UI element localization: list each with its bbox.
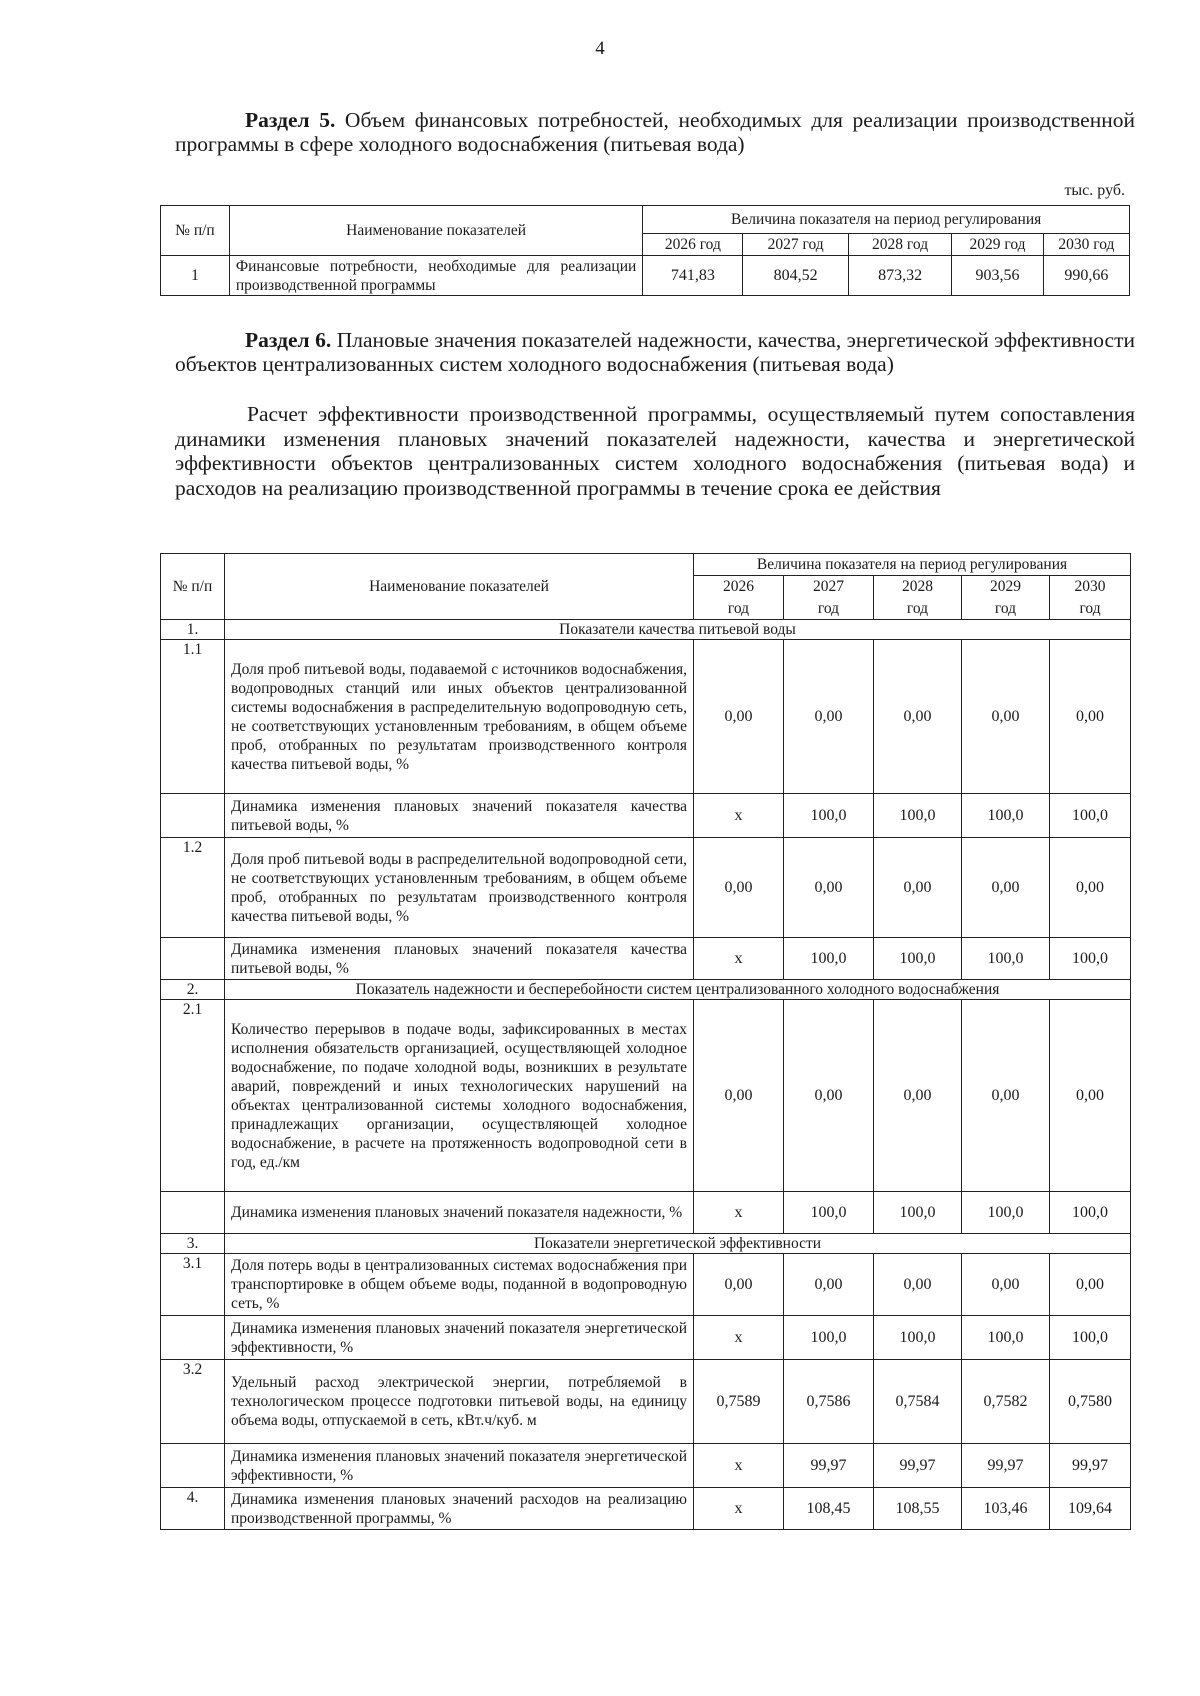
- header-year: 2028: [874, 576, 962, 598]
- row-name: Динамика изменения плановых значений расходов на реализацию производственной программы, %: [225, 1488, 694, 1530]
- row-value: 0,00: [962, 1254, 1050, 1316]
- row-value: 100,0: [874, 1192, 962, 1234]
- table-row: [161, 1254, 1131, 1316]
- row-value: 0,00: [874, 1254, 962, 1316]
- row-num: [161, 794, 225, 838]
- header-year: 2030: [1050, 576, 1131, 598]
- row-num: 4.: [161, 1488, 225, 1530]
- header-name: Наименование показателей: [229, 206, 642, 256]
- financial-needs-table: [160, 205, 1130, 296]
- row-value: х: [694, 1192, 784, 1234]
- row-name: Динамика изменения плановых значений показателя энергетической эффективности, %: [225, 1316, 694, 1360]
- row-name: Финансовые потребности, необходимые для реализации производственной программы: [229, 256, 642, 296]
- row-value: 99,97: [784, 1444, 874, 1488]
- row-value: 0,7589: [694, 1360, 784, 1444]
- group-num: 1.: [161, 620, 225, 640]
- header-period: Величина показателя на период регулирования: [643, 206, 1130, 234]
- row-value: 0,00: [1050, 1254, 1131, 1316]
- row-name: Динамика изменения плановых значений показателя надежности, %: [225, 1192, 694, 1234]
- row-value: 0,00: [694, 1254, 784, 1316]
- header-year-unit: год: [694, 598, 784, 620]
- row-name: Динамика изменения плановых значений показателя качества питьевой воды, %: [225, 794, 694, 838]
- header-year-unit: год: [1050, 598, 1131, 620]
- row-value: 0,7584: [874, 1360, 962, 1444]
- section6-paragraph: Расчет эффективности производственной программы, осуществляемый путем сопоставления динамики изменения плановых значений показателей надежности, качества и энергетической эффективности объектов централизованных систем холодного водоснабжения (питьевая вода) и расходов на реализацию производственной программы в течение срока ее действия: [175, 402, 1135, 500]
- header-year: 2026: [694, 576, 784, 598]
- units-label: тыс. руб.: [1064, 182, 1125, 199]
- row-num: [161, 1192, 225, 1234]
- row-value: 100,0: [1050, 1316, 1131, 1360]
- page-number: 4: [595, 38, 605, 59]
- row-value: х: [694, 794, 784, 838]
- row-value: 100,0: [1050, 938, 1131, 980]
- row-value: 99,97: [962, 1444, 1050, 1488]
- row-value: 0,00: [1050, 838, 1131, 938]
- row-name: Количество перерывов в подаче воды, зафиксированных в местах исполнения обязательств организацией, осуществляющей холодное водоснабжение, по подаче холодной воды, возникших в результате аварий, повреждений и иных технологических нарушений на объектах централизованной системы холодного водоснабжения, принадлежащих организации, осуществляющей холодное водоснабжение, в расчете на протяженность водопроводной сети в год, ед./км: [225, 1000, 694, 1192]
- row-value: 108,45: [784, 1488, 874, 1530]
- table-row: [161, 1360, 1131, 1444]
- row-value: 100,0: [1050, 794, 1131, 838]
- row-value: 804,52: [743, 256, 849, 296]
- row-value: х: [694, 938, 784, 980]
- group-num: 3.: [161, 1234, 225, 1254]
- row-value: 100,0: [874, 1316, 962, 1360]
- row-value: 0,00: [694, 1000, 784, 1192]
- row-value: х: [694, 1488, 784, 1530]
- row-value: 0,00: [784, 1000, 874, 1192]
- table-row: [161, 256, 1130, 296]
- row-value: 99,97: [874, 1444, 962, 1488]
- row-value: х: [694, 1316, 784, 1360]
- row-value: 0,7580: [1050, 1360, 1131, 1444]
- table-row: [161, 1316, 1131, 1360]
- header-num: № п/п: [161, 554, 225, 620]
- header-period: Величина показателя на период регулирования: [694, 554, 1131, 576]
- row-value: 0,00: [874, 640, 962, 794]
- row-name: Доля потерь воды в централизованных системах водоснабжения при транспортировке в общем объеме воды, поданной в водопроводную сеть, %: [225, 1254, 694, 1316]
- row-value: 100,0: [784, 938, 874, 980]
- row-value: 100,0: [874, 794, 962, 838]
- row-num: [161, 938, 225, 980]
- section6-title: Плановые значения показателей надежности, качества, энергетической эффективности объектов централизованных систем холодного водоснабжения (питьевая вода): [175, 328, 1136, 376]
- header-year: 2028 год: [848, 234, 951, 256]
- indicators-table: [160, 553, 1131, 1530]
- table-row: [161, 640, 1131, 794]
- row-value: 0,00: [694, 838, 784, 938]
- section6-label: Раздел 6.: [245, 328, 332, 352]
- table-row: [161, 1192, 1131, 1234]
- row-value: 99,97: [1050, 1444, 1131, 1488]
- header-year: 2027: [784, 576, 874, 598]
- header-year: 2027 год: [743, 234, 849, 256]
- row-value: 741,83: [643, 256, 743, 296]
- row-num: [161, 1444, 225, 1488]
- row-name: Динамика изменения плановых значений показателя энергетической эффективности, %: [225, 1444, 694, 1488]
- group-title: Показатели качества питьевой воды: [225, 620, 1131, 640]
- table-row: [161, 1488, 1131, 1530]
- section5-heading: [175, 108, 1135, 156]
- row-value: 0,00: [784, 1254, 874, 1316]
- row-num: 1: [161, 256, 230, 296]
- header-name: Наименование показателей: [225, 554, 694, 620]
- row-value: 990,66: [1043, 256, 1129, 296]
- row-value: 0,00: [1050, 640, 1131, 794]
- row-value: 100,0: [962, 1192, 1050, 1234]
- table-row: [161, 838, 1131, 938]
- row-value: 0,00: [694, 640, 784, 794]
- row-name: Доля проб питьевой воды в распределительной водопроводной сети, не соответствующих установленным требованиям, в общем объеме проб, отобранных по результатам производственного контроля качества питьевой воды, %: [225, 838, 694, 938]
- row-value: 0,00: [1050, 1000, 1131, 1192]
- group-row: [161, 620, 1131, 640]
- row-name: Доля проб питьевой воды, подаваемой с источников водоснабжения, водопроводных станций или иных объектов централизованной системы водоснабжения в распределительную водопроводную сеть, не соответствующих установленным требованиям, в общем объеме проб, отобранных по результатам производственного контроля качества питьевой воды, %: [225, 640, 694, 794]
- row-value: 0,00: [874, 838, 962, 938]
- group-row: [161, 1234, 1131, 1254]
- row-value: 0,00: [784, 838, 874, 938]
- row-name: Динамика изменения плановых значений показателя качества питьевой воды, %: [225, 938, 694, 980]
- header-year: 2029 год: [952, 234, 1044, 256]
- header-year-unit: год: [874, 598, 962, 620]
- row-name: Удельный расход электрической энергии, потребляемой в технологическом процессе подготовки питьевой воды, на единицу объема воды, отпускаемой в сеть, кВт.ч/куб. м: [225, 1360, 694, 1444]
- row-num: 1.1: [161, 640, 225, 794]
- row-value: 100,0: [962, 1316, 1050, 1360]
- row-value: 100,0: [874, 938, 962, 980]
- row-value: 100,0: [784, 1316, 874, 1360]
- header-year: 2030 год: [1043, 234, 1129, 256]
- row-value: х: [694, 1444, 784, 1488]
- row-value: 0,00: [784, 640, 874, 794]
- header-year: 2029: [962, 576, 1050, 598]
- row-value: 103,46: [962, 1488, 1050, 1530]
- row-value: 100,0: [1050, 1192, 1131, 1234]
- table-row: [161, 1000, 1131, 1192]
- table-row: [161, 1444, 1131, 1488]
- section5-title: Объем финансовых потребностей, необходимых для реализации производственной программы в сфере холодного водоснабжения (питьевая вода): [175, 108, 1135, 156]
- row-value: 0,00: [962, 838, 1050, 938]
- row-num: 3.1: [161, 1254, 225, 1316]
- group-title: Показатель надежности и бесперебойности систем централизованного холодного водоснабжения: [225, 980, 1131, 1000]
- row-value: 108,55: [874, 1488, 962, 1530]
- table-row: [161, 938, 1131, 980]
- row-value: 0,00: [874, 1000, 962, 1192]
- header-year-unit: год: [784, 598, 874, 620]
- row-value: 873,32: [848, 256, 951, 296]
- row-num: 1.2: [161, 838, 225, 938]
- table-row: [161, 794, 1131, 838]
- group-title: Показатели энергетической эффективности: [225, 1234, 1131, 1254]
- row-value: 100,0: [784, 794, 874, 838]
- row-num: 3.2: [161, 1360, 225, 1444]
- row-value: 0,00: [962, 640, 1050, 794]
- row-value: 100,0: [784, 1192, 874, 1234]
- row-value: 0,00: [962, 1000, 1050, 1192]
- row-num: 2.1: [161, 1000, 225, 1192]
- row-num: [161, 1316, 225, 1360]
- header-num: № п/п: [161, 206, 230, 256]
- section6-heading: [175, 328, 1135, 376]
- header-year: 2026 год: [643, 234, 743, 256]
- row-value: 100,0: [962, 794, 1050, 838]
- row-value: 100,0: [962, 938, 1050, 980]
- group-row: [161, 980, 1131, 1000]
- row-value: 0,7586: [784, 1360, 874, 1444]
- section5-label: Раздел 5.: [245, 108, 336, 132]
- header-year-unit: год: [962, 598, 1050, 620]
- row-value: 0,7582: [962, 1360, 1050, 1444]
- row-value: 109,64: [1050, 1488, 1131, 1530]
- row-value: 903,56: [952, 256, 1044, 296]
- group-num: 2.: [161, 980, 225, 1000]
